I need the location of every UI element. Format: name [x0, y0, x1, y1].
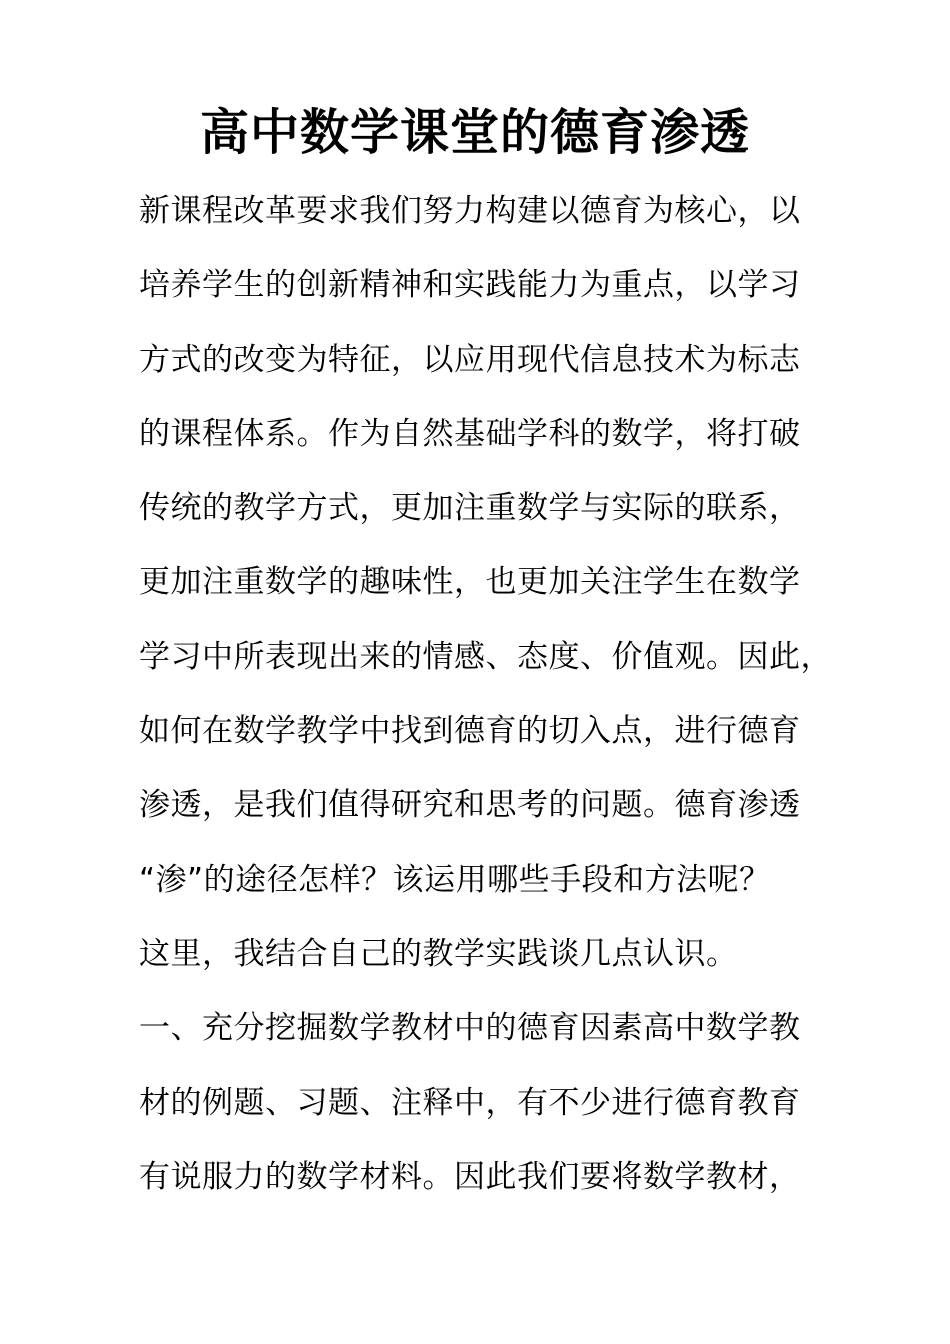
text-line-10: “渗”的途径怎样？该运用哪些手段和方法呢？ — [139, 861, 771, 898]
text-line-9: 渗透，是我们值得研究和思考的问题。德育渗透 — [139, 787, 801, 824]
text-line-7: 学习中所表现出来的情感、态度、价值观。因此， — [139, 638, 832, 675]
text-line-5: 传统的教学方式，更加注重数学与实际的联系， — [139, 490, 801, 527]
text-line-1: 新课程改革要求我们努力构建以德育为核心，以 — [139, 193, 801, 229]
text-line-4: 的课程体系。作为自然基础学科的数学，将打破 — [139, 415, 801, 452]
document-title: 高中数学课堂的德育渗透 — [199, 104, 750, 161]
text-line-12: 一、充分挖掘数学教材中的德育因素高中数学教 — [139, 1010, 801, 1047]
text-line-14: 有说服力的数学材料。因此我们要将数学教材， — [139, 1158, 801, 1195]
text-line-3: 方式的改变为特征，以应用现代信息技术为标志 — [139, 341, 801, 378]
text-line-8: 如何在数学教学中找到德育的切入点，进行德育 — [139, 713, 801, 750]
text-line-13: 材的例题、习题、注释中，有不少进行德育教育 — [139, 1084, 801, 1121]
text-line-6: 更加注重数学的趣味性，也更加关注学生在数学 — [139, 564, 801, 601]
text-line-2: 培养学生的创新精神和实践能力为重点，以学习 — [139, 267, 801, 304]
document-body — [139, 181, 839, 1221]
text-line-11: 这里，我结合自己的教学实践谈几点认识。 — [139, 935, 738, 972]
